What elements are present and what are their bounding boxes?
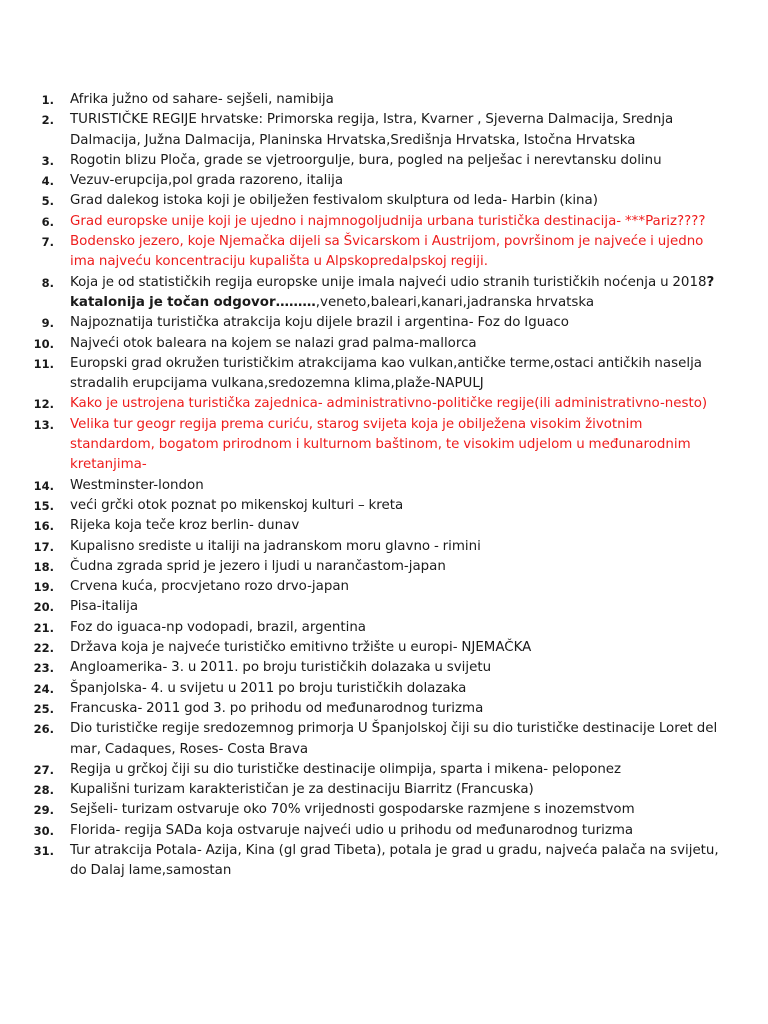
item-text-highlighted: Kako je ustrojena turistička zajednica- administrativno-političke regije(ili administrativno-nesto) <box>70 396 708 412</box>
list-item-24 <box>0 679 768 699</box>
item-number: 11. <box>33 356 54 371</box>
list-item-9 <box>0 313 768 333</box>
item-text: Vezuv-erupcija,pol grada razoreno, italija <box>70 173 344 189</box>
item-text-start: Koja je od statističkih regija europske unije imala najveći udio stranih turističkih noćenja u 2018 <box>70 274 707 290</box>
item-text: Regija u grčkoj čiji su dio turističke destinacije olimpija, sparta i mikena- peloponez <box>70 761 622 777</box>
item-number: 22. <box>33 641 54 656</box>
item-text: Španjolska- 4. u svijetu u 2011 po broju turističkih dolazaka <box>70 680 467 696</box>
item-text: Angloamerika- 3. u 2011. po broju turističkih dolazaka u svijetu <box>70 660 492 676</box>
item-text: TURISTIČKE REGIJE hrvatske: Primorska regija, Istra, Kvarner , Sjeverna Dalmacija, Srednja Dalmacija, Južna Dalmacija, Planinska Hrvatska,Središnja Hrvatska, Istočna Hrvatska <box>70 112 674 148</box>
item-number: 24. <box>33 681 54 696</box>
item-text: Florida- regija SADa koja ostvaruje najveći udio u prihodu od međunarodnog turizma <box>70 822 634 838</box>
item-number: 7. <box>41 235 54 250</box>
item-text: Najveći otok baleara na kojem se nalazi grad palma-mallorca <box>70 335 477 351</box>
item-number: 16. <box>33 519 54 534</box>
list-item-6 <box>0 212 768 232</box>
list-item-28 <box>0 780 768 800</box>
item-number: 23. <box>33 661 54 676</box>
list-item-16 <box>0 516 768 536</box>
item-number: 1. <box>41 93 54 107</box>
list-item-27 <box>0 760 768 780</box>
list-item-13 <box>0 415 768 476</box>
item-number: 3. <box>41 153 54 168</box>
list-item-10 <box>0 334 768 354</box>
list-item-29 <box>0 800 768 820</box>
question-list <box>0 90 768 882</box>
item-number: 5. <box>41 194 54 209</box>
item-text: Pisa-italija <box>70 599 139 615</box>
item-text: Rijeka koja teče kroz berlin- dunav <box>70 518 300 534</box>
item-number: 29. <box>33 803 54 818</box>
list-item-15 <box>0 496 768 516</box>
item-text: veći grčki otok poznat po mikenskoj kulturi – kreta <box>70 497 404 513</box>
list-item-7 <box>0 232 768 273</box>
item-text: Najpoznatija turistička atrakcija koju dijele brazil i argentina- Foz do Iguaco <box>70 315 569 331</box>
item-text-highlighted: Grad europske unije koji je ujedno i najmnogoljudnija urbana turistička destinacija- ***Pariz???? <box>70 213 706 229</box>
item-text: Tur atrakcija Potala- Azija, Kina (gl grad Tibeta), potala je grad u gradu, najveća palača na svijetu, do Dalaj lame,samostan <box>70 842 719 879</box>
list-item-14 <box>0 476 768 496</box>
item-number: 28. <box>33 783 54 798</box>
item-text-highlighted: Bodensko jezero, koje Njemačka dijeli sa Švicarskom i Austrijom, površinom je najveće i ujedno ima najveću koncentraciju kupališta u Alpskopredalpskoj regiji. <box>70 234 704 270</box>
answer-emphasis: ? katalonija je točan odgovor……… <box>70 274 715 310</box>
item-number: 27. <box>33 762 54 777</box>
item-text: Francuska- 2011 god 3. po prihodu od međunarodnog turizma <box>70 700 484 716</box>
item-text: Afrika južno od sahare- sejšeli, namibija <box>70 92 334 107</box>
item-text: Crvena kuća, procvjetano rozo drvo-japan <box>70 579 350 595</box>
item-text: Westminster-london <box>70 477 204 493</box>
list-item-17 <box>0 537 768 557</box>
list-item-22 <box>0 638 768 658</box>
list-item-31 <box>0 841 768 882</box>
list-item-8 <box>0 273 768 314</box>
list-item-2 <box>0 110 768 151</box>
item-text: Kupalisno srediste u italiji na jadranskom moru glavno - rimini <box>70 538 481 554</box>
item-number: 2. <box>41 113 54 128</box>
item-text: Država koja je najveće turističko emitivno tržište u europi- NJEMAČKA <box>70 640 532 656</box>
item-text: Grad dalekog istoka koji je obilježen festivalom skulptura od leda- Harbin (kina) <box>70 193 598 209</box>
list-item-25 <box>0 699 768 719</box>
list-item-26 <box>0 719 768 760</box>
item-text: Dio turističke regije sredozemnog primorja U Španjolskoj čiji su dio turističke destinacije Loret del mar, Cadaques, Roses- Costa Brava <box>70 721 718 757</box>
item-text <box>70 273 730 314</box>
item-number: 25. <box>33 701 54 716</box>
item-text: Sejšeli- turizam ostvaruje oko 70% vrijednosti gospodarske razmjene s inozemstvom <box>70 802 635 818</box>
list-item-19 <box>0 577 768 597</box>
item-number: 18. <box>33 559 54 574</box>
item-number: 17. <box>33 539 54 554</box>
item-text: Kupališni turizam karakterističan je za destinaciju Biarritz (Francuska) <box>70 782 534 798</box>
item-number: 31. <box>33 843 54 858</box>
list-item-11 <box>0 354 768 395</box>
item-text: Foz do iguaca-np vodopadi, brazil, argentina <box>70 619 367 635</box>
list-item-1 <box>0 90 768 110</box>
item-number: 30. <box>33 823 54 838</box>
item-number: 21. <box>33 620 54 635</box>
list-item-5 <box>0 191 768 211</box>
item-number: 13. <box>33 417 54 432</box>
item-text: Čudna zgrada sprid je jezero i ljudi u narančastom-japan <box>70 558 446 574</box>
list-item-23 <box>0 658 768 678</box>
item-number: 26. <box>33 722 54 737</box>
list-item-4 <box>0 171 768 191</box>
item-number: 15. <box>33 498 54 513</box>
list-item-21 <box>0 618 768 638</box>
list-item-20 <box>0 597 768 617</box>
item-number: 12. <box>33 397 54 412</box>
item-number: 19. <box>33 580 54 595</box>
item-text: Europski grad okružen turističkim atrakcijama kao vulkan,antičke terme,ostaci antičkih naselja stradalih erupcijama vulkana,sredozemna klima,plaže-NAPULJ <box>70 355 702 392</box>
list-item-18 <box>0 557 768 577</box>
item-number: 14. <box>33 478 54 493</box>
list-item-3 <box>0 151 768 171</box>
item-number: 9. <box>41 316 54 331</box>
item-text-highlighted: Velika tur geogr regija prema curiću, starog svijeta koja je obilježena visokim životnim standardom, bogatom prirodnom i kulturnom baštinom, te visokim udjelom u međunarodnim kretanjima- <box>70 416 691 473</box>
list-item-12 <box>0 394 768 414</box>
item-number: 8. <box>41 275 54 290</box>
list-item-30 <box>0 821 768 841</box>
item-number: 4. <box>41 174 54 189</box>
item-text: Rogotin blizu Ploča, grade se vjetroorgulje, bura, pogled na pelješac i nerevtansku dolinu <box>70 152 662 168</box>
item-number: 10. <box>33 336 54 351</box>
item-text-end: ,veneto,baleari,kanari,jadranska hrvatska <box>315 294 595 310</box>
item-number: 20. <box>33 600 54 615</box>
item-number: 6. <box>41 214 54 229</box>
